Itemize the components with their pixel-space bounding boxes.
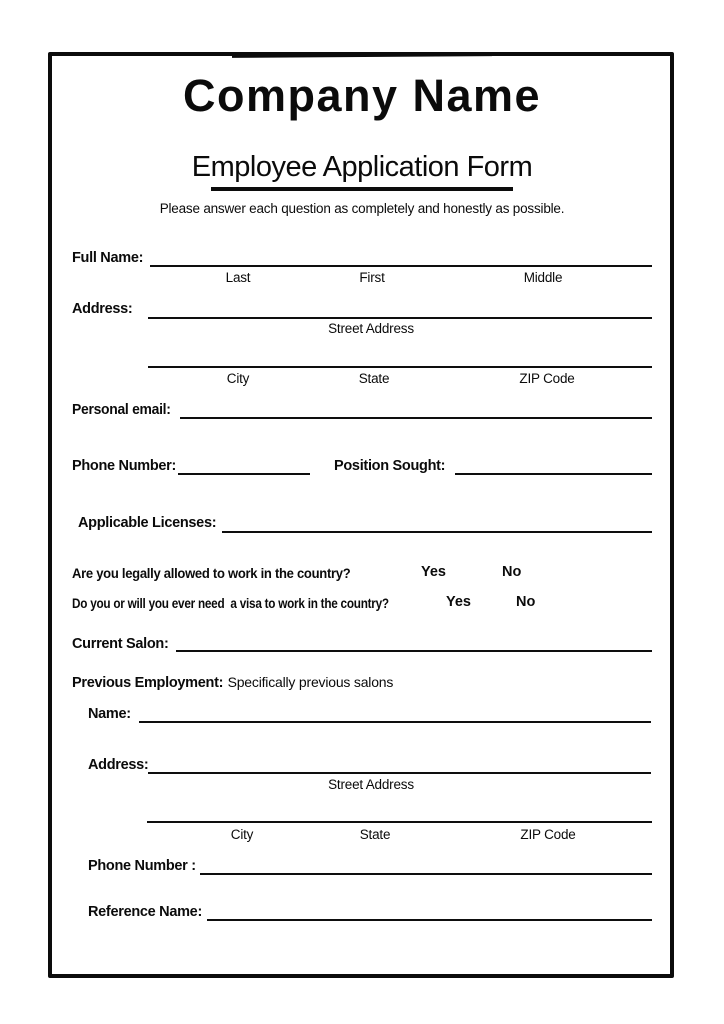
form-title-underline <box>211 187 513 191</box>
street-address-input-line[interactable] <box>148 317 652 319</box>
prev-city-label: City <box>230 827 254 842</box>
zip-code-label: ZIP Code <box>519 371 575 386</box>
prev-zip-code-label: ZIP Code <box>520 827 576 842</box>
name-part-middle-label: Middle <box>523 270 563 285</box>
full-name-label: Full Name: <box>72 250 144 266</box>
question-work-allowed: Are you legally allowed to work in the country? <box>72 565 351 581</box>
prev-street-address-label: Street Address <box>328 777 414 792</box>
question-work-allowed-no-option[interactable]: No <box>502 564 522 580</box>
position-sought-input-line[interactable] <box>455 473 652 475</box>
city-state-zip-input-line[interactable] <box>148 366 652 368</box>
city-label: City <box>226 371 250 386</box>
prev-address-label: Address: <box>88 757 149 773</box>
applicable-licenses-label: Applicable Licenses: <box>78 515 217 531</box>
position-sought-label: Position Sought: <box>334 458 446 474</box>
previous-employment-note: Specifically previous salons <box>227 674 394 690</box>
question-need-visa: Do you or will you ever need a visa to work in the country? <box>72 595 389 611</box>
reference-name-input-line[interactable] <box>207 919 652 921</box>
question-work-allowed-yes-option[interactable]: Yes <box>421 564 446 580</box>
prev-name-label: Name: <box>88 706 131 722</box>
phone-number-label: Phone Number: <box>72 458 177 474</box>
prev-city-state-zip-input-line[interactable] <box>147 821 652 823</box>
phone-number-input-line[interactable] <box>178 473 310 475</box>
prev-state-label: State <box>359 827 391 842</box>
prev-phone-number-label: Phone Number : <box>88 858 196 874</box>
previous-employment-heading <box>72 674 393 692</box>
company-name-title: Company Name <box>182 70 542 121</box>
question-need-visa-yes-option[interactable]: Yes <box>446 594 471 610</box>
reference-name-label: Reference Name: <box>88 904 202 920</box>
street-address-label: Street Address <box>328 321 414 336</box>
previous-employment-label: Previous Employment: <box>72 675 224 691</box>
form-title: Employee Application Form <box>191 151 533 183</box>
state-label: State <box>358 371 390 386</box>
prev-street-address-input-line[interactable] <box>148 772 651 774</box>
name-part-first-label: First <box>359 270 385 285</box>
prev-phone-number-input-line[interactable] <box>200 873 652 875</box>
personal-email-input-line[interactable] <box>180 417 652 419</box>
form-instruction: Please answer each question as completely and honestly as possible. <box>159 201 565 216</box>
address-label: Address: <box>72 301 133 317</box>
current-salon-label: Current Salon: <box>72 636 169 652</box>
prev-name-input-line[interactable] <box>139 721 651 723</box>
full-name-input-line[interactable] <box>150 265 652 267</box>
personal-email-label: Personal email: <box>72 402 171 418</box>
applicable-licenses-input-line[interactable] <box>222 531 652 533</box>
name-part-last-label: Last <box>225 270 251 285</box>
current-salon-input-line[interactable] <box>176 650 652 652</box>
question-need-visa-no-option[interactable]: No <box>516 594 536 610</box>
